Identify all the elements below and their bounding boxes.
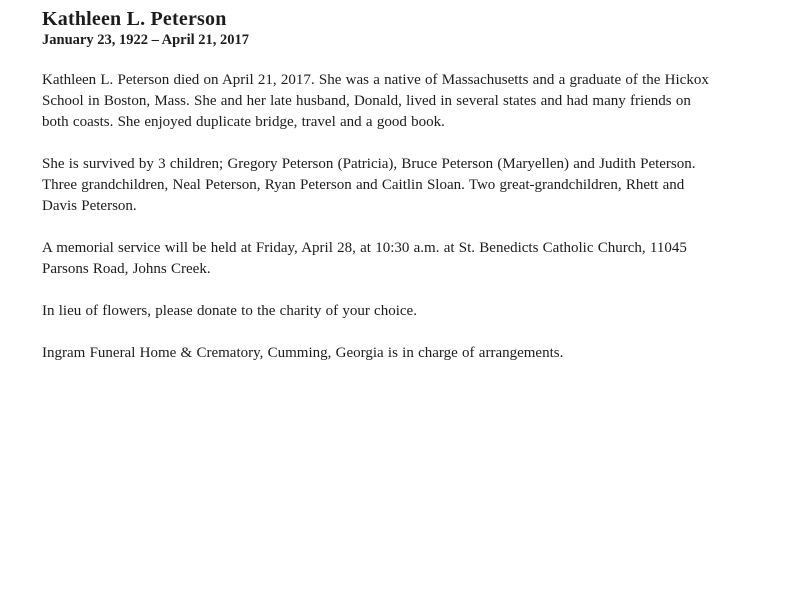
obituary-body xyxy=(42,70,715,364)
obituary-paragraph-flowers: In lieu of flowers, please donate to the charity of your choice. xyxy=(42,303,417,319)
obituary-paragraph-biography: Kathleen L. Peterson died on April 21, 2017. She was a native of Massachusetts and a graduate of the Hickox School in Boston, Mass. She and her late husband, Donald, lived in several states and had many friends on both coasts. She enjoyed duplicate bridge, travel and a good book. xyxy=(42,72,709,130)
obituary-name-heading: Kathleen L. Peterson xyxy=(42,8,227,30)
obituary-paragraph-survivors: She is survived by 3 children; Gregory Peterson (Patricia), Bruce Peterson (Maryellen) and Judith Peterson. Three grandchildren, Neal Peterson, Ryan Peterson and Caitlin Sloan. Two great-grandchildren, Rhett and Davis Peterson. xyxy=(42,156,696,214)
obituary-paragraph-funeral-home: Ingram Funeral Home & Crematory, Cumming, Georgia is in charge of arrangements. xyxy=(42,345,564,361)
obituary-dates: January 23, 1922 – April 21, 2017 xyxy=(42,32,250,48)
obituary-paragraph-service: A memorial service will be held at Friday, April 28, at 10:30 a.m. at St. Benedicts Catholic Church, 11045 Parsons Road, Johns Creek. xyxy=(42,240,687,277)
